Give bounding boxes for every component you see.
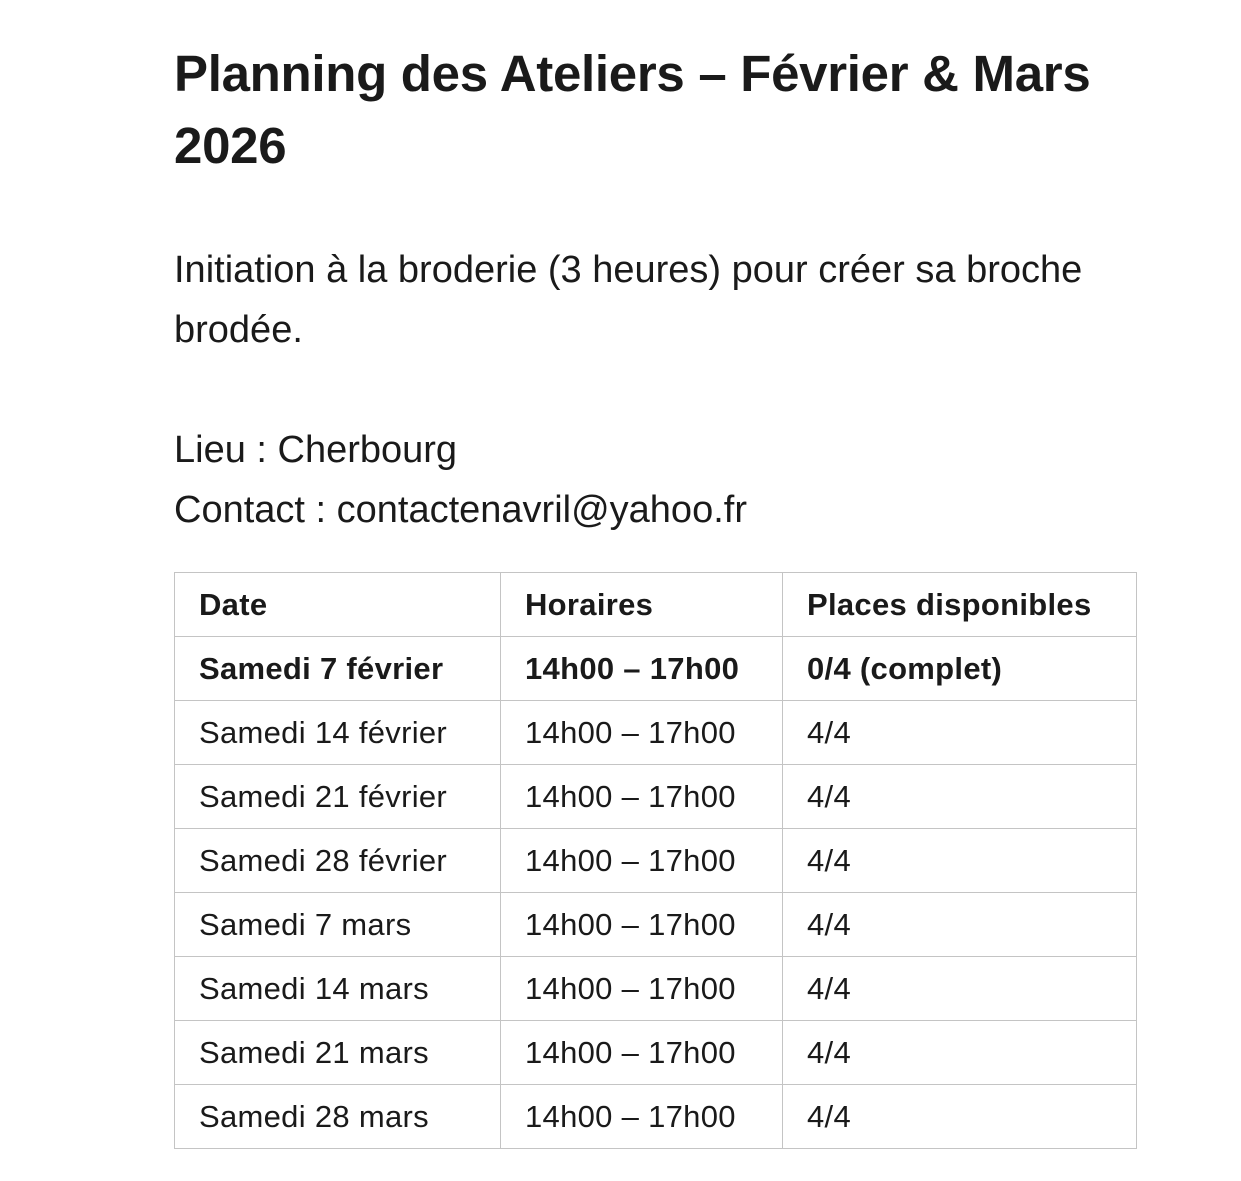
cell-places: 4/4: [783, 957, 1137, 1021]
cell-places: 4/4: [783, 765, 1137, 829]
table-row: [175, 957, 1137, 1021]
intro-paragraph: Initiation à la broderie (3 heures) pour créer sa broche brodée.: [174, 249, 1083, 351]
cell-date: Samedi 21 mars: [175, 1021, 501, 1085]
cell-horaires: 14h00 – 17h00: [501, 1085, 783, 1149]
cell-date: Samedi 28 mars: [175, 1085, 501, 1149]
location-line: Lieu : Cherbourg: [174, 429, 458, 471]
cell-horaires: 14h00 – 17h00: [501, 765, 783, 829]
cell-date: Samedi 21 février: [175, 765, 501, 829]
cell-date: Samedi 7 mars: [175, 893, 501, 957]
table-row: [175, 1085, 1137, 1149]
cell-horaires: 14h00 – 17h00: [501, 893, 783, 957]
cell-places: 4/4: [783, 1085, 1137, 1149]
cell-places: 4/4: [783, 701, 1137, 765]
cell-date: Samedi 7 février: [175, 637, 501, 701]
schedule-table: [174, 572, 1137, 1149]
cell-date: Samedi 14 février: [175, 701, 501, 765]
cell-horaires: 14h00 – 17h00: [501, 637, 783, 701]
cell-places: 4/4: [783, 829, 1137, 893]
table-row: [175, 765, 1137, 829]
table-row: [175, 701, 1137, 765]
header-horaires: Horaires: [501, 573, 783, 637]
page-title: Planning des Ateliers – Février & Mars 2026: [174, 45, 1091, 174]
header-date: Date: [175, 573, 501, 637]
cell-places: 0/4 (complet): [783, 637, 1137, 701]
cell-horaires: 14h00 – 17h00: [501, 957, 783, 1021]
contact-line: Contact : contactenavril@yahoo.fr: [174, 489, 747, 531]
table-header-row: [175, 573, 1137, 637]
cell-horaires: 14h00 – 17h00: [501, 701, 783, 765]
cell-horaires: 14h00 – 17h00: [501, 1021, 783, 1085]
cell-places: 4/4: [783, 893, 1137, 957]
table-row: [175, 893, 1137, 957]
header-places: Places disponibles: [783, 573, 1137, 637]
cell-date: Samedi 14 mars: [175, 957, 501, 1021]
table-row: [175, 637, 1137, 701]
cell-horaires: 14h00 – 17h00: [501, 829, 783, 893]
table-row: [175, 829, 1137, 893]
cell-date: Samedi 28 février: [175, 829, 501, 893]
cell-places: 4/4: [783, 1021, 1137, 1085]
table-row: [175, 1021, 1137, 1085]
